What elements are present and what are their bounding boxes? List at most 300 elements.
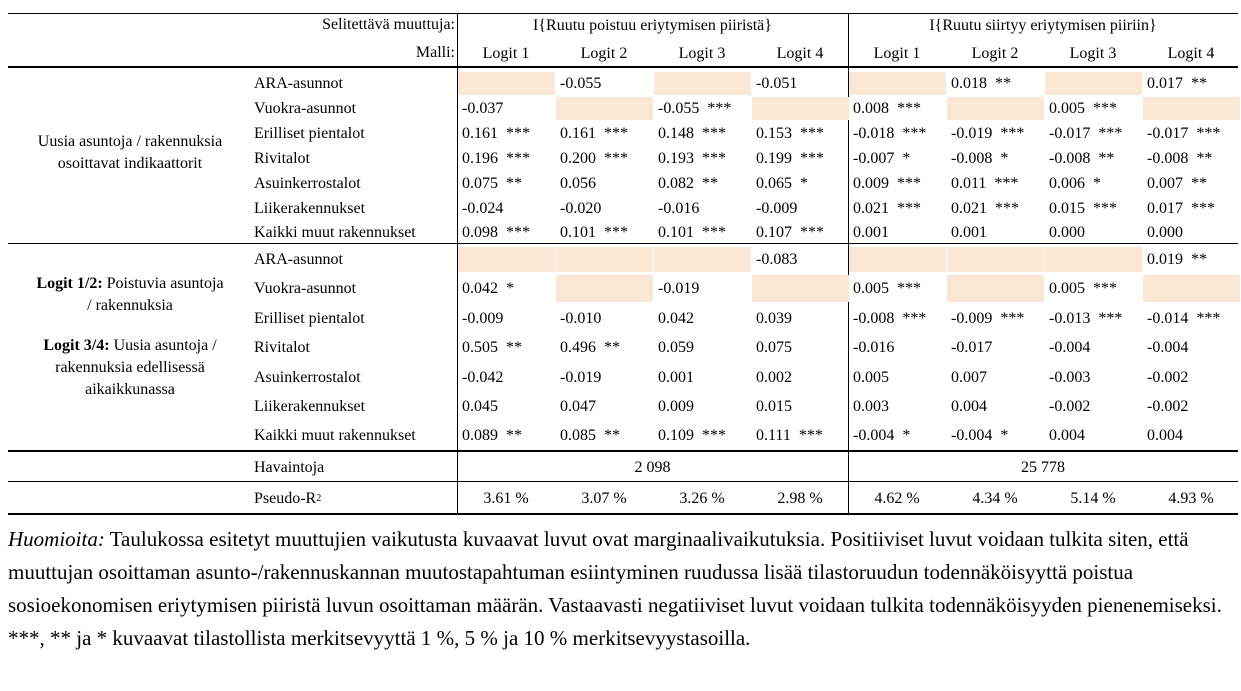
coefficient-value: 0.005 xyxy=(1049,279,1085,297)
significance-stars: *** xyxy=(902,124,927,142)
coefficient-value: 0.042 xyxy=(462,279,498,297)
coefficient-cell xyxy=(1045,422,1142,449)
table-row xyxy=(8,333,1238,362)
table-row xyxy=(8,171,1238,196)
significance-stars: ** xyxy=(506,338,522,356)
significance-stars: *** xyxy=(1093,99,1117,117)
coefficient-cell xyxy=(947,422,1044,449)
significance-stars: * xyxy=(902,426,911,444)
coefficient-cell xyxy=(458,422,555,449)
model-header-2: Logit 2 xyxy=(580,44,628,62)
coefficient-cell xyxy=(752,393,849,420)
significance-stars: *** xyxy=(1000,124,1025,142)
table-row xyxy=(8,121,1238,146)
significance-stars: *** xyxy=(1098,124,1123,142)
coefficient-cell xyxy=(654,147,751,170)
coefficient-cell xyxy=(752,247,849,272)
coefficient-cell xyxy=(556,334,653,361)
row-variable-name: Asuinkerrostalot xyxy=(254,368,361,386)
excluded-cell xyxy=(1143,275,1240,302)
model-header-5: Logit 1 xyxy=(873,44,921,62)
coefficient-value: 0.148 xyxy=(658,124,694,142)
note-lead: Huomioita: xyxy=(8,527,105,551)
coefficient-value: -0.018 xyxy=(853,124,895,142)
coefficient-cell xyxy=(654,305,751,332)
coefficient-cell xyxy=(1143,222,1240,244)
excluded-cell xyxy=(1045,72,1142,95)
model-header-7: Logit 3 xyxy=(1069,44,1117,62)
observations-group1: 2 098 xyxy=(634,458,671,476)
table-row xyxy=(8,246,1238,273)
coefficient-cell xyxy=(849,97,946,120)
coefficient-value: -0.009 xyxy=(462,309,504,327)
coefficient-cell xyxy=(556,197,653,220)
coefficient-cell xyxy=(947,147,1044,170)
coefficient-value: -0.019 xyxy=(951,124,993,142)
coefficient-cell xyxy=(1143,147,1240,170)
coefficient-value: 0.082 xyxy=(658,174,694,192)
coefficient-cell xyxy=(1045,393,1142,420)
model-header-6: Logit 2 xyxy=(971,44,1019,62)
table-row xyxy=(8,304,1238,333)
section2-label-b-bold: Logit 3/4: xyxy=(43,337,110,354)
coefficient-cell xyxy=(1045,305,1142,332)
coefficient-cell xyxy=(752,364,849,391)
pseudo-r2-value: 3.07 % xyxy=(581,490,627,507)
coefficient-value: -0.009 xyxy=(951,309,993,327)
coefficient-value: 0.009 xyxy=(853,174,889,192)
coefficient-value: 0.021 xyxy=(951,199,987,217)
excluded-cell xyxy=(654,247,751,272)
coefficient-value: -0.020 xyxy=(560,199,602,217)
coefficient-cell xyxy=(1143,72,1240,95)
coefficient-value: 0.001 xyxy=(951,224,987,241)
coefficient-cell xyxy=(556,222,653,244)
significance-stars: *** xyxy=(604,124,628,142)
significance-stars: *** xyxy=(506,149,530,167)
coefficient-cell xyxy=(458,222,555,244)
table-row xyxy=(8,392,1238,421)
coefficient-value: 0.019 xyxy=(1147,250,1183,268)
coefficient-value: 0.005 xyxy=(853,368,889,386)
coefficient-value: 0.111 xyxy=(756,426,791,444)
row-variable-name: Vuokra-asunnot xyxy=(254,279,357,297)
significance-stars: ** xyxy=(995,74,1011,92)
significance-stars: *** xyxy=(604,149,628,167)
significance-stars: ** xyxy=(506,174,522,192)
significance-stars: ** xyxy=(604,338,620,356)
rule-top xyxy=(8,13,1238,14)
coefficient-value: -0.002 xyxy=(1049,397,1091,415)
significance-stars: *** xyxy=(1093,199,1117,217)
significance-stars: *** xyxy=(897,199,921,217)
coefficient-value: -0.008 xyxy=(853,309,895,327)
section1-label-text: Uusia asuntoja / rakennuksia osoittavat indikaattorit xyxy=(37,133,223,172)
coefficient-cell xyxy=(1045,172,1142,195)
coefficient-cell xyxy=(458,97,555,120)
header-row-models xyxy=(8,41,1238,66)
coefficient-cell xyxy=(849,172,946,195)
coefficient-cell xyxy=(849,334,946,361)
coefficient-cell xyxy=(947,222,1044,244)
coefficient-value: 0.003 xyxy=(853,397,889,415)
coefficient-value: -0.003 xyxy=(1049,368,1091,386)
pseudo-r2-value: 2.98 % xyxy=(777,490,823,507)
row-variable-name: Liikerakennukset xyxy=(254,199,366,217)
coefficient-value: 0.017 xyxy=(1147,199,1183,217)
significance-stars: * xyxy=(902,149,911,167)
coefficient-cell xyxy=(1143,197,1240,220)
section2-label-a-bold: Logit 1/2: xyxy=(36,275,103,292)
coefficient-cell xyxy=(458,197,555,220)
observations-group2: 25 778 xyxy=(1021,458,1065,476)
significance-stars: ** xyxy=(1191,250,1207,268)
significance-stars: * xyxy=(800,174,808,192)
model-header-1: Logit 1 xyxy=(482,44,530,62)
coefficient-value: 0.004 xyxy=(1147,426,1183,444)
significance-stars: ** xyxy=(702,174,718,192)
significance-stars: *** xyxy=(1196,309,1221,327)
coefficient-value: 0.015 xyxy=(756,397,792,415)
coefficient-cell xyxy=(556,393,653,420)
coefficient-value: -0.008 xyxy=(1049,149,1091,167)
excluded-cell xyxy=(654,72,751,95)
coefficient-cell xyxy=(1045,222,1142,244)
section2-label-a-line2: / rakennuksia xyxy=(87,297,173,314)
row-variable-name: Kaikki muut rakennukset xyxy=(254,224,416,241)
model-header-4: Logit 4 xyxy=(776,44,824,62)
coefficient-value: -0.055 xyxy=(560,74,602,92)
row-variable-name: Erilliset pientalot xyxy=(254,124,365,142)
coefficient-value: 0.109 xyxy=(658,426,694,444)
significance-stars: * xyxy=(1000,426,1009,444)
significance-stars: *** xyxy=(506,124,530,142)
coefficient-value: -0.042 xyxy=(462,368,504,386)
coefficient-cell xyxy=(947,305,1044,332)
significance-stars: *** xyxy=(506,224,530,241)
significance-stars: *** xyxy=(902,309,927,327)
coefficient-cell xyxy=(1045,122,1142,145)
significance-stars: * xyxy=(506,279,514,297)
coefficient-cell xyxy=(947,393,1044,420)
coefficient-value: -0.004 xyxy=(951,426,993,444)
coefficient-value: 0.001 xyxy=(658,368,694,386)
coefficient-cell xyxy=(752,334,849,361)
coefficient-value: -0.016 xyxy=(658,199,700,217)
coefficient-cell xyxy=(849,147,946,170)
significance-stars: *** xyxy=(994,174,1019,192)
coefficient-cell xyxy=(458,305,555,332)
significance-stars: * xyxy=(1093,174,1101,192)
significance-stars: ** xyxy=(506,426,522,444)
rule-r2-top xyxy=(8,481,1238,482)
coefficient-value: -0.016 xyxy=(853,338,895,356)
row-variable-name: Vuokra-asunnot xyxy=(254,99,357,117)
coefficient-cell xyxy=(556,122,653,145)
coefficient-value: -0.009 xyxy=(756,199,798,217)
coefficient-cell xyxy=(752,197,849,220)
coefficient-value: -0.008 xyxy=(951,149,993,167)
coefficient-cell xyxy=(458,393,555,420)
coefficient-value: -0.019 xyxy=(560,368,602,386)
coefficient-cell xyxy=(1143,247,1240,272)
coefficient-cell xyxy=(849,305,946,332)
coefficient-value: 0.089 xyxy=(462,426,498,444)
pseudo-r2-row xyxy=(8,485,1238,513)
model-header-8: Logit 4 xyxy=(1167,44,1215,62)
coefficient-value: 0.001 xyxy=(853,224,889,241)
significance-stars: * xyxy=(1000,149,1009,167)
coefficient-value: -0.004 xyxy=(1147,338,1189,356)
coefficient-cell xyxy=(1045,364,1142,391)
significance-stars: *** xyxy=(800,224,824,241)
pseudo-r2-superscript: 2 xyxy=(316,493,322,504)
significance-stars: *** xyxy=(702,426,726,444)
coefficient-value: 0.015 xyxy=(1049,199,1085,217)
pseudo-r2-label-text: Pseudo-R xyxy=(254,490,317,507)
significance-stars: *** xyxy=(800,149,824,167)
note-text: Taulukossa esitetyt muuttujien vaikutusta kuvaavat luvut ovat marginaalivaikutuksia. Positiiviset luvut voidaan tulkita siten, että muuttujan osoittaman asunto-/rakennuskannan muutostapahtuman esiintyminen ruudussa lisää tilastoruudun todennäköisyyttä poistua sosioekonomisen eriytymisen piiristä luvun osoittaman määrän. Vastaavasti negatiiviset luvut voidaan tulkita todennäköisyyden pienenemiseksi. ***, ** ja * kuvaavat tilastollista merkitsevyyttä 1 %, 5 % ja 10 % merkitsevyystasoilla. xyxy=(8,527,1222,650)
coefficient-cell xyxy=(458,275,555,302)
row-variable-name: ARA-asunnot xyxy=(254,250,343,268)
coefficient-value: 0.007 xyxy=(951,368,987,386)
pseudo-r2-value: 4.62 % xyxy=(874,490,920,507)
coefficient-cell xyxy=(1045,147,1142,170)
coefficient-cell xyxy=(752,305,849,332)
coefficient-value: 0.047 xyxy=(560,397,596,415)
coefficient-value: 0.005 xyxy=(1049,99,1085,117)
coefficient-cell xyxy=(849,122,946,145)
rule-observations-top xyxy=(8,450,1238,452)
table-row xyxy=(8,196,1238,221)
coefficient-cell xyxy=(849,422,946,449)
coefficient-cell xyxy=(1045,97,1142,120)
coefficient-value: 0.059 xyxy=(658,338,694,356)
coefficient-cell xyxy=(654,422,751,449)
coefficient-value: 0.002 xyxy=(756,368,792,386)
header-row-dependent xyxy=(8,13,1238,38)
coefficient-cell xyxy=(947,334,1044,361)
coefficient-cell xyxy=(849,275,946,302)
pseudo-r2-label xyxy=(252,485,457,513)
significance-stars: *** xyxy=(1191,199,1215,217)
coefficient-cell xyxy=(654,364,751,391)
coefficient-cell xyxy=(849,393,946,420)
pseudo-r2-value: 3.26 % xyxy=(679,490,725,507)
coefficient-cell xyxy=(654,222,751,244)
coefficient-value: 0.098 xyxy=(462,224,498,241)
excluded-cell xyxy=(556,247,653,272)
row-variable-name: Erilliset pientalot xyxy=(254,309,365,327)
coefficient-cell xyxy=(556,172,653,195)
coefficient-value: -0.083 xyxy=(756,250,798,268)
coefficient-cell xyxy=(654,275,751,302)
coefficient-value: 0.153 xyxy=(756,124,792,142)
coefficient-cell xyxy=(1143,393,1240,420)
coefficient-cell xyxy=(1143,305,1240,332)
coefficient-cell xyxy=(556,72,653,95)
coefficient-value: -0.017 xyxy=(951,338,993,356)
table-row xyxy=(8,146,1238,171)
coefficient-cell xyxy=(1143,334,1240,361)
coefficient-value: 0.042 xyxy=(658,309,694,327)
coefficient-cell xyxy=(947,197,1044,220)
coefficient-value: -0.002 xyxy=(1147,368,1189,386)
coefficient-cell xyxy=(752,422,849,449)
table-row xyxy=(8,363,1238,392)
pseudo-r2-value: 4.93 % xyxy=(1168,490,1214,507)
coefficient-value: -0.051 xyxy=(756,74,798,92)
coefficient-value: 0.007 xyxy=(1147,174,1183,192)
coefficient-value: 0.056 xyxy=(560,174,596,192)
coefficient-value: 0.005 xyxy=(853,279,889,297)
pseudo-r2-value: 3.61 % xyxy=(483,490,529,507)
significance-stars: *** xyxy=(1000,309,1025,327)
row-variable-name: Asuinkerrostalot xyxy=(254,174,361,192)
section2-label-b-line3: aikaikkunassa xyxy=(85,381,175,398)
significance-stars: *** xyxy=(1196,124,1221,142)
coefficient-value: -0.013 xyxy=(1049,309,1091,327)
coefficient-value: 0.161 xyxy=(560,124,596,142)
significance-stars: *** xyxy=(702,149,726,167)
significance-stars: *** xyxy=(897,99,921,117)
excluded-cell xyxy=(1143,97,1240,120)
coefficient-value: 0.000 xyxy=(1147,224,1183,241)
dependent-variable-label: Selitettävä muuttuja: xyxy=(322,16,455,33)
section2-label-b-rest1: Uusia asuntoja / xyxy=(113,337,217,354)
excluded-cell xyxy=(458,247,555,272)
coefficient-value: -0.019 xyxy=(658,279,700,297)
coefficient-cell xyxy=(458,122,555,145)
coefficient-value: 0.021 xyxy=(853,199,889,217)
row-variable-name: Liikerakennukset xyxy=(254,397,366,415)
coefficient-value: -0.004 xyxy=(1049,338,1091,356)
significance-stars: ** xyxy=(604,426,620,444)
coefficient-value: -0.014 xyxy=(1147,309,1189,327)
coefficient-value: 0.008 xyxy=(853,99,889,117)
coefficient-value: 0.199 xyxy=(756,149,792,167)
coefficient-cell xyxy=(458,364,555,391)
coefficient-value: 0.193 xyxy=(658,149,694,167)
coefficient-value: 0.011 xyxy=(951,174,987,192)
significance-stars: *** xyxy=(800,124,824,142)
coefficient-value: 0.004 xyxy=(1049,426,1085,444)
row-variable-name: Rivitalot xyxy=(254,338,310,356)
significance-stars: ** xyxy=(1098,149,1115,167)
coefficient-cell xyxy=(556,305,653,332)
significance-stars: *** xyxy=(897,174,921,192)
coefficient-cell xyxy=(1143,122,1240,145)
significance-stars: *** xyxy=(995,199,1019,217)
coefficient-cell xyxy=(1143,364,1240,391)
coefficient-value: 0.000 xyxy=(1049,224,1085,241)
coefficient-cell xyxy=(654,97,751,120)
coefficient-value: -0.007 xyxy=(853,149,895,167)
coefficient-cell xyxy=(752,72,849,95)
table-row xyxy=(8,221,1238,245)
coefficient-value: 0.496 xyxy=(560,338,596,356)
coefficient-value: -0.002 xyxy=(1147,397,1189,415)
coefficient-cell xyxy=(752,222,849,244)
table-row xyxy=(8,421,1238,450)
coefficient-value: 0.101 xyxy=(560,224,596,241)
coefficient-value: 0.196 xyxy=(462,149,498,167)
coefficient-value: 0.107 xyxy=(756,224,792,241)
coefficient-cell xyxy=(1143,172,1240,195)
significance-stars: *** xyxy=(798,426,823,444)
row-variable-name: ARA-asunnot xyxy=(254,74,343,92)
table-row xyxy=(8,71,1238,96)
significance-stars: *** xyxy=(1098,309,1123,327)
coefficient-cell xyxy=(752,172,849,195)
row-variable-name: Kaikki muut rakennukset xyxy=(254,426,416,444)
coefficient-cell xyxy=(849,364,946,391)
excluded-cell xyxy=(556,97,653,120)
coefficient-cell xyxy=(947,364,1044,391)
coefficient-value: -0.037 xyxy=(462,99,504,117)
excluded-cell xyxy=(849,72,946,95)
coefficient-value: 0.004 xyxy=(951,397,987,415)
coefficient-cell xyxy=(458,147,555,170)
coefficient-value: 0.039 xyxy=(756,309,792,327)
coefficient-cell xyxy=(1045,197,1142,220)
excluded-cell xyxy=(752,97,849,120)
coefficient-cell xyxy=(654,197,751,220)
significance-stars: ** xyxy=(1191,174,1207,192)
coefficient-value: 0.017 xyxy=(1147,74,1183,92)
coefficient-cell xyxy=(458,172,555,195)
excluded-cell xyxy=(1045,247,1142,272)
row-variable-name: Rivitalot xyxy=(254,149,310,167)
coefficient-cell xyxy=(752,147,849,170)
coefficient-cell xyxy=(556,364,653,391)
pseudo-r2-value: 4.34 % xyxy=(972,490,1018,507)
coefficient-cell xyxy=(947,172,1044,195)
significance-stars: *** xyxy=(897,279,921,297)
coefficient-value: 0.200 xyxy=(560,149,596,167)
rule-header-bottom xyxy=(8,66,1238,68)
excluded-cell xyxy=(947,247,1044,272)
excluded-cell xyxy=(947,275,1044,302)
significance-stars: *** xyxy=(707,99,732,117)
coefficient-value: -0.017 xyxy=(1049,124,1091,142)
coefficient-cell xyxy=(1045,334,1142,361)
rule-bottom xyxy=(8,513,1238,515)
excluded-cell xyxy=(849,247,946,272)
group1-header: I{Ruutu poistuu eriytymisen piiristä} xyxy=(533,16,772,34)
significance-stars: ** xyxy=(1196,149,1213,167)
coefficient-value: 0.101 xyxy=(658,224,694,241)
observations-label: Havaintoja xyxy=(254,458,325,476)
coefficient-value: 0.045 xyxy=(462,397,498,415)
table-note xyxy=(8,523,1236,655)
coefficient-value: -0.017 xyxy=(1147,124,1189,142)
excluded-cell xyxy=(458,72,555,95)
significance-stars: *** xyxy=(604,224,628,241)
coefficient-cell xyxy=(1143,422,1240,449)
coefficient-value: -0.008 xyxy=(1147,149,1189,167)
table-row xyxy=(8,96,1238,121)
coefficient-cell xyxy=(654,122,751,145)
coefficient-value: 0.085 xyxy=(560,426,596,444)
coefficient-cell xyxy=(752,122,849,145)
coefficient-cell xyxy=(947,122,1044,145)
coefficient-cell xyxy=(458,334,555,361)
coefficient-value: -0.055 xyxy=(658,99,700,117)
pseudo-r2-value: 5.14 % xyxy=(1070,490,1116,507)
coefficient-cell xyxy=(849,197,946,220)
coefficient-cell xyxy=(1045,275,1142,302)
